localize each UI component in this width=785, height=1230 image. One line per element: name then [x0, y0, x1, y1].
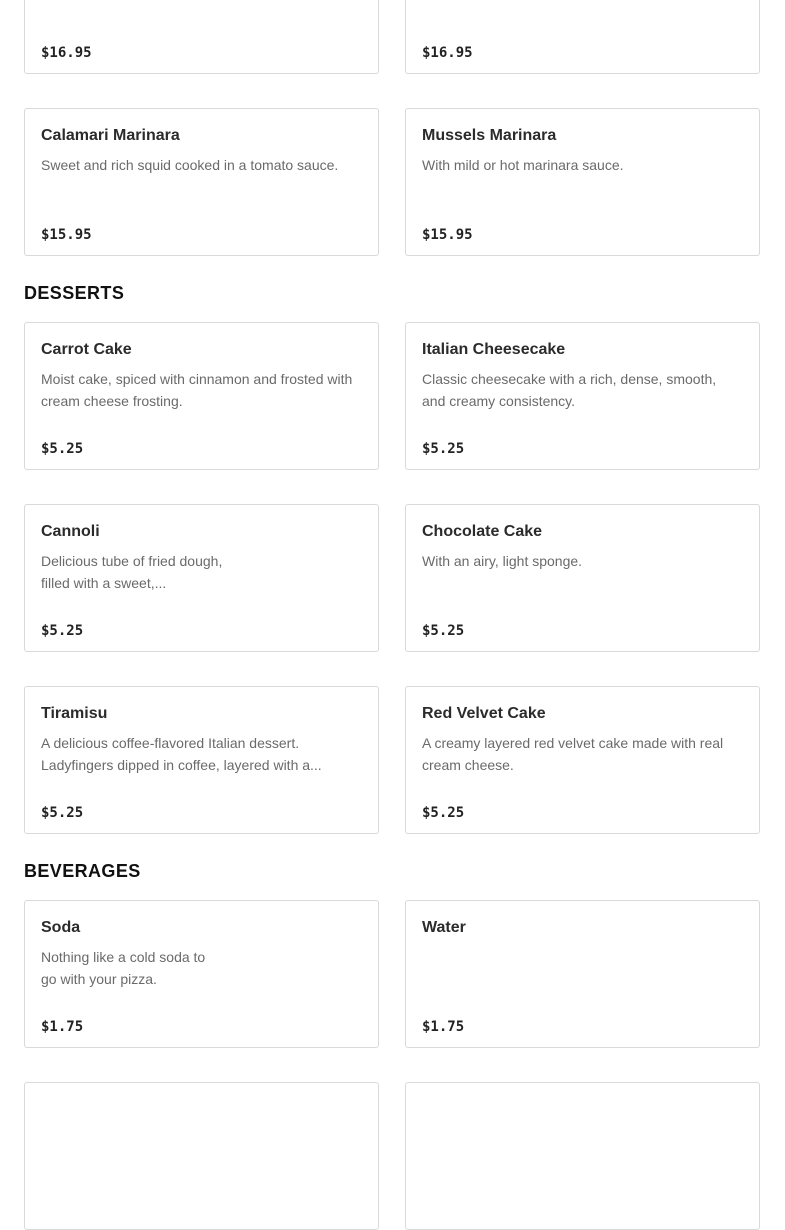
- menu-item-price: $16.95: [422, 45, 473, 61]
- menu-item-name: Carrot Cake: [41, 341, 132, 358]
- menu-item-name: Tiramisu: [41, 705, 108, 722]
- menu-item-price: $5.25: [41, 623, 84, 639]
- menu-item-name: Water: [422, 919, 466, 936]
- menu-item-name: Red Velvet Cake: [422, 705, 546, 722]
- menu-item-description: With mild or hot marinara sauce.: [422, 157, 624, 173]
- menu-item-description: A delicious coffee-flavored Italian dessert. Ladyfingers dipped in coffee, layered with a...: [41, 735, 322, 773]
- menu-item-name: Soda: [41, 919, 81, 936]
- menu-item-card-cannoli[interactable]: [24, 504, 379, 652]
- menu-item-price: $15.95: [41, 227, 92, 243]
- menu-item-price: $5.25: [422, 805, 465, 821]
- menu-item-name: Calamari Marinara: [41, 127, 180, 144]
- menu-item-card-water[interactable]: [405, 900, 760, 1048]
- menu-item-description: Classic cheesecake with a rich, dense, smooth, and creamy consistency.: [422, 371, 717, 409]
- menu-item-card-italian-cheesecake[interactable]: [405, 322, 760, 470]
- menu-item-card-soda[interactable]: [24, 900, 379, 1048]
- menu-item-name: Chocolate Cake: [422, 523, 543, 540]
- menu-item-card[interactable]: [405, 0, 760, 74]
- menu-item-card-calamari-marinara[interactable]: [24, 108, 379, 256]
- section-title-desserts: DESSERTS: [24, 283, 125, 303]
- menu-item-price: $5.25: [422, 441, 465, 457]
- menu-item-name: Cannoli: [41, 523, 100, 540]
- menu-item-card-chocolate-cake[interactable]: [405, 504, 760, 652]
- menu-item-price: $5.25: [41, 441, 84, 457]
- menu-item-description: With an airy, light sponge.: [422, 553, 583, 569]
- menu-item-description: A creamy layered red velvet cake made with real cream cheese.: [422, 735, 724, 773]
- menu-item-description: Moist cake, spiced with cinnamon and frosted with cream cheese frosting.: [41, 371, 353, 409]
- menu-item-description: Nothing like a cold soda to go with your pizza.: [41, 949, 206, 987]
- menu-item-card-tiramisu[interactable]: [24, 686, 379, 834]
- menu-item-card-red-velvet-cake[interactable]: [405, 686, 760, 834]
- menu-item-name: Italian Cheesecake: [422, 341, 566, 358]
- menu-item-price: $1.75: [422, 1019, 465, 1035]
- menu-item-price: $5.25: [41, 805, 84, 821]
- section-title-beverages: BEVERAGES: [24, 861, 141, 881]
- menu-item-name: Mussels Marinara: [422, 127, 557, 144]
- menu-item-price: $1.75: [41, 1019, 84, 1035]
- menu-item-card-carrot-cake[interactable]: [24, 322, 379, 470]
- menu-item-price: $16.95: [41, 45, 92, 61]
- menu-item-description: Delicious tube of fried dough, filled with a sweet,...: [41, 553, 223, 591]
- menu-item-price: $15.95: [422, 227, 473, 243]
- menu-item-card[interactable]: [405, 1082, 760, 1230]
- menu-item-card[interactable]: [24, 1082, 379, 1230]
- menu-item-card[interactable]: [24, 0, 379, 74]
- menu-item-price: $5.25: [422, 623, 465, 639]
- menu-item-card-mussels-marinara[interactable]: [405, 108, 760, 256]
- menu-item-description: Sweet and rich squid cooked in a tomato sauce.: [41, 157, 339, 173]
